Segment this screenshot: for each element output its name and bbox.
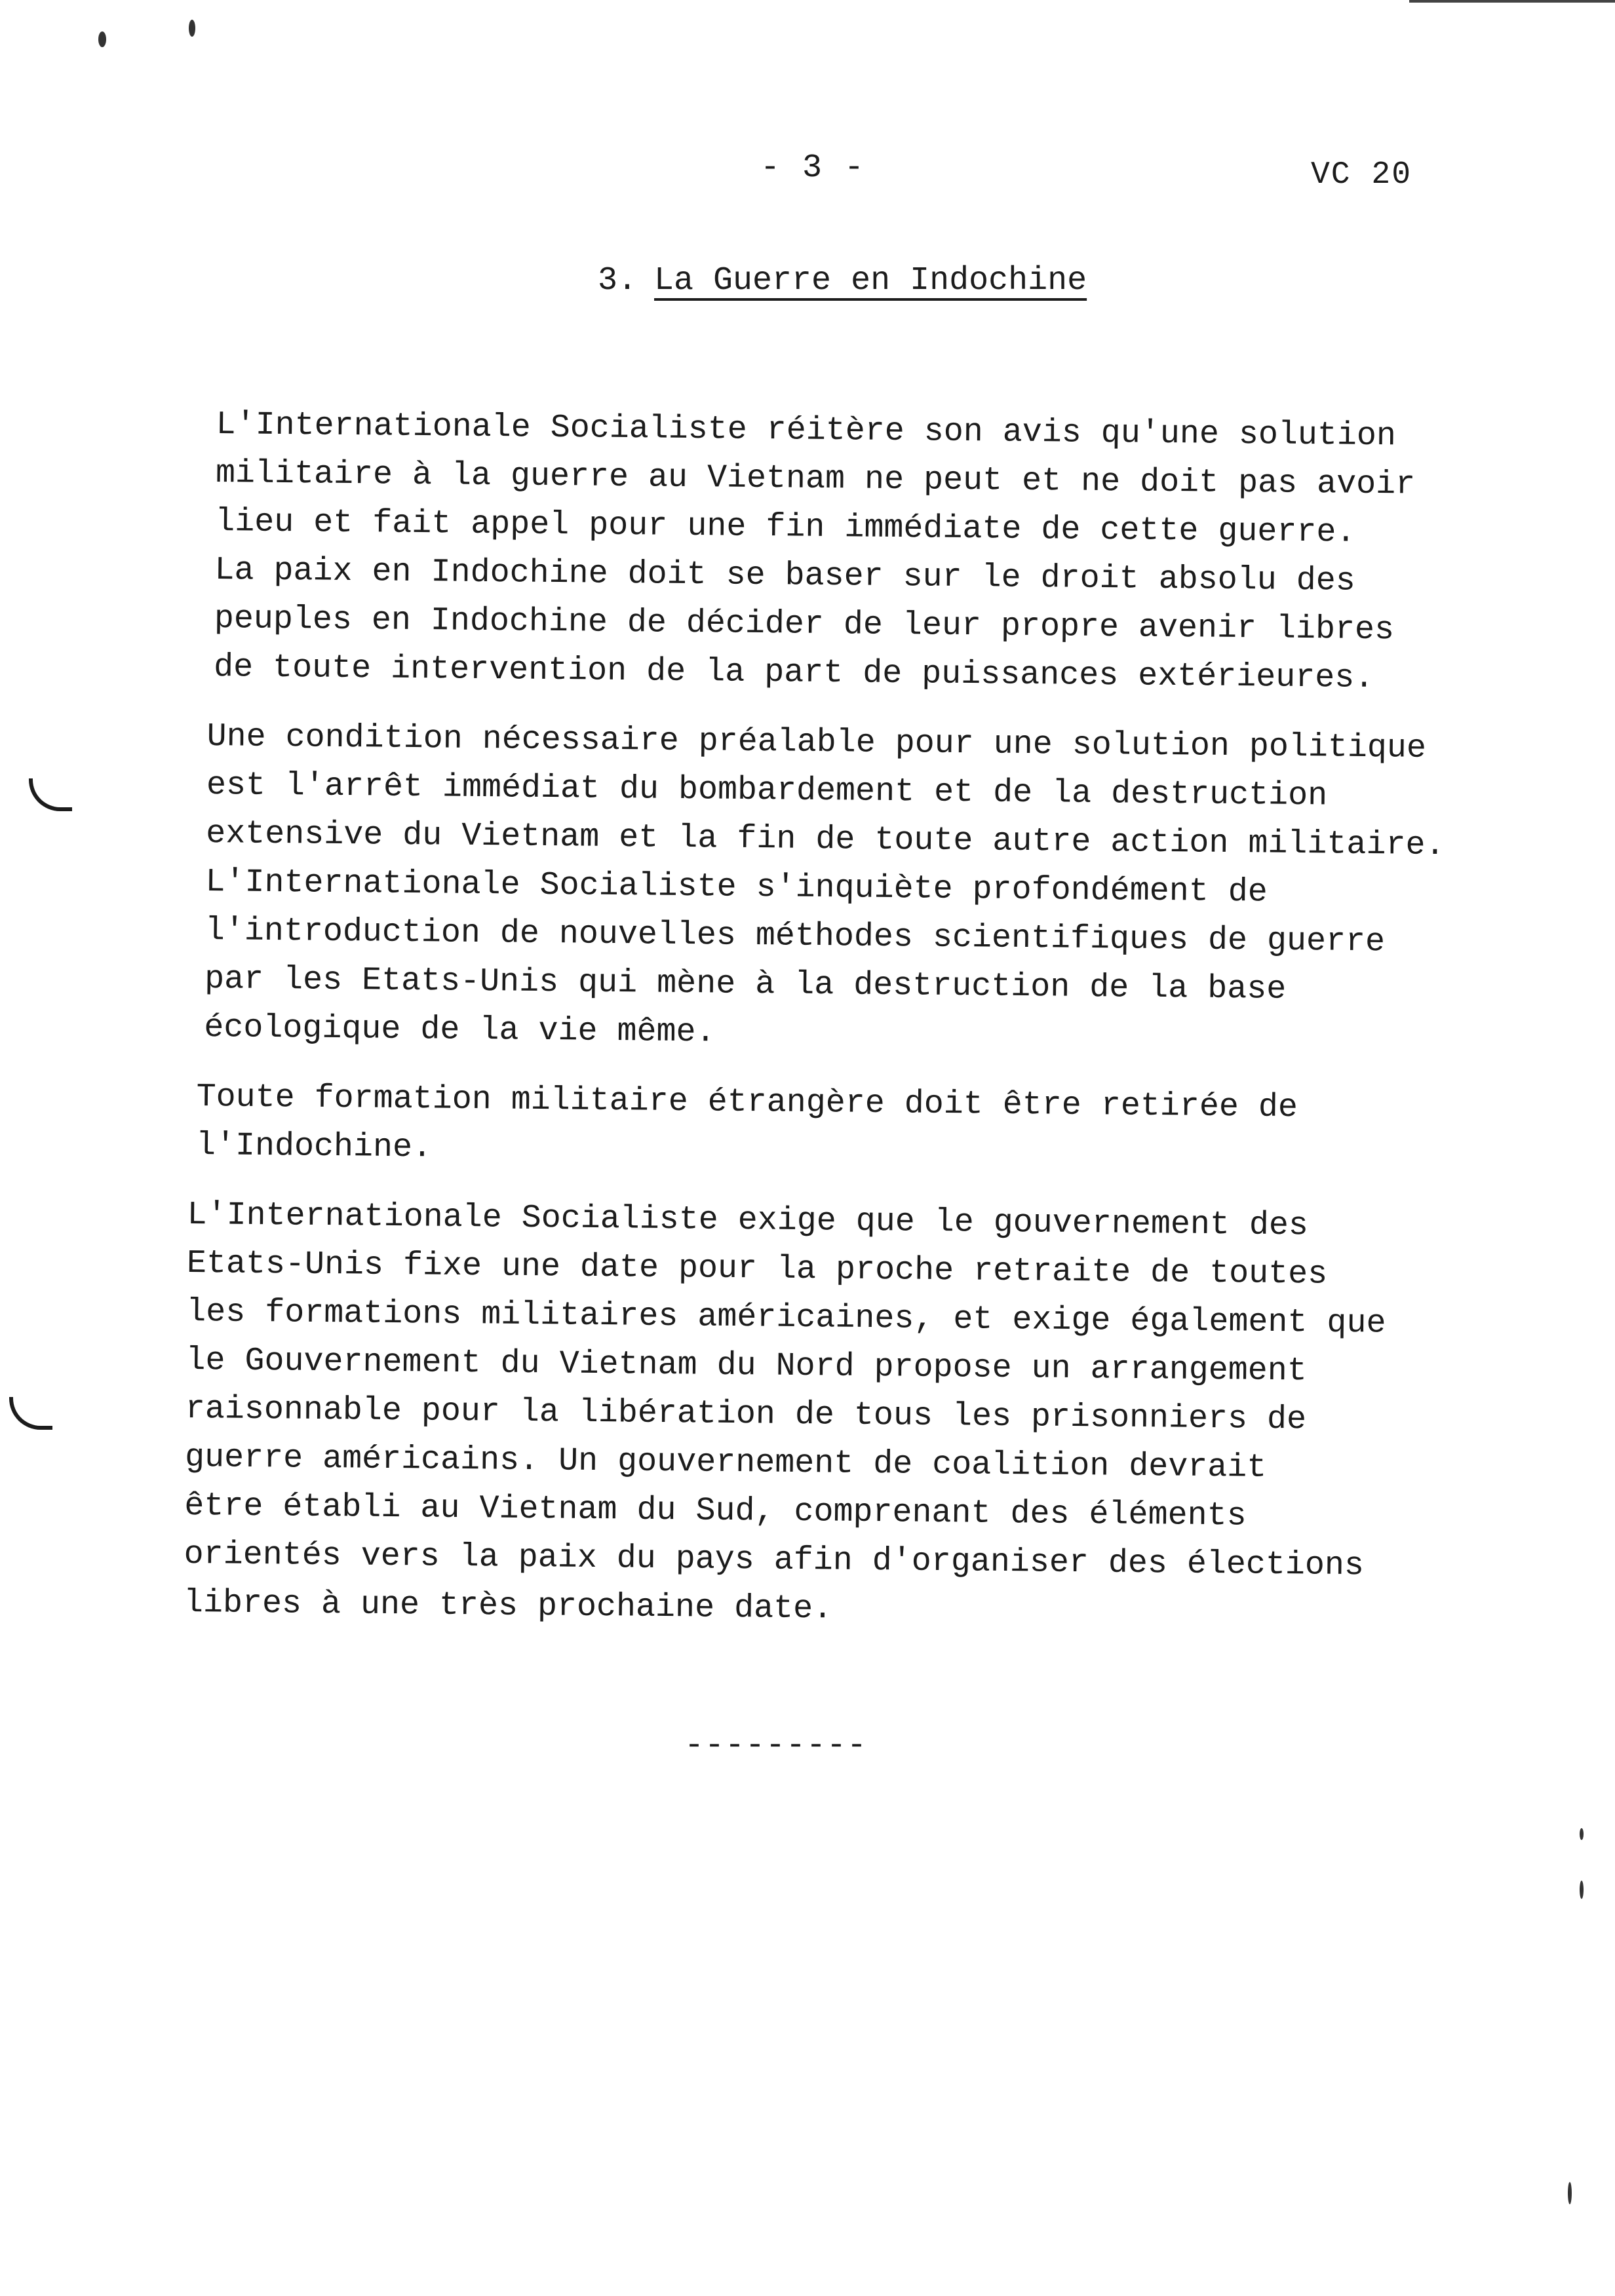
document-body: [183, 401, 1501, 1649]
paragraph-2: Une condition nécessaire préalable pour une solution politique est l'arrêt immédiat du bombardement et de la destruction extensive du Vietnam et la fin de toute autre action militaire. L'Internationale Socialiste s'inquiète profondément de l'introduction de nouvelles méthodes scientifiques de guerre par les Etats-Unis qui mène à la destruction de la base écologique de la vie même.: [204, 718, 1445, 1052]
paragraph-3: Toute formation militaire étrangère doit être retirée de l'Indochine.: [195, 1078, 1298, 1167]
scan-speck: [98, 31, 106, 47]
section-title: La Guerre en Indochine: [654, 262, 1087, 299]
section-heading: [598, 262, 1087, 299]
margin-mark: [9, 1397, 52, 1430]
scan-speck: [189, 20, 195, 37]
page-number: - 3 -: [760, 149, 866, 187]
scan-speck: [1568, 2182, 1572, 2204]
scan-speck: [1580, 1828, 1584, 1840]
end-rule: ---------: [684, 1727, 868, 1765]
margin-mark: [29, 778, 72, 811]
scan-speck: [1580, 1881, 1584, 1899]
section-number: 3.: [598, 262, 638, 299]
paragraph-1: L'Internationale Socialiste réitère son avis qu'une solution militaire à la guerre au Vietnam ne peut et ne doit pas avoir lieu et fait appel pour une fin immédiate de cette guerre. La paix en Indochine doit se baser sur le droit absolu des peuples en Indochine de décider de leur propre avenir libres de toute intervention de la part de puissances extérieures.: [213, 406, 1416, 697]
paragraph-4: L'Internationale Socialiste exige que le gouvernement des Etats-Unis fixe une date pour la proche retraite de toutes les formations militaires américaines, et exige également que le Gouvernement du Vietnam du Nord propose un arrangement raisonnable pour la libération de tous les prisonniers de guerre américains. Un gouvernement de coalition devrait être établi au Vietnam du Sud, comprenant des éléments orientés vers la paix du pays afin d'organiser des élections libres à une très prochaine date.: [183, 1196, 1386, 1628]
document-reference: VC 20: [1311, 157, 1412, 193]
scan-edge-line: [1409, 0, 1615, 3]
